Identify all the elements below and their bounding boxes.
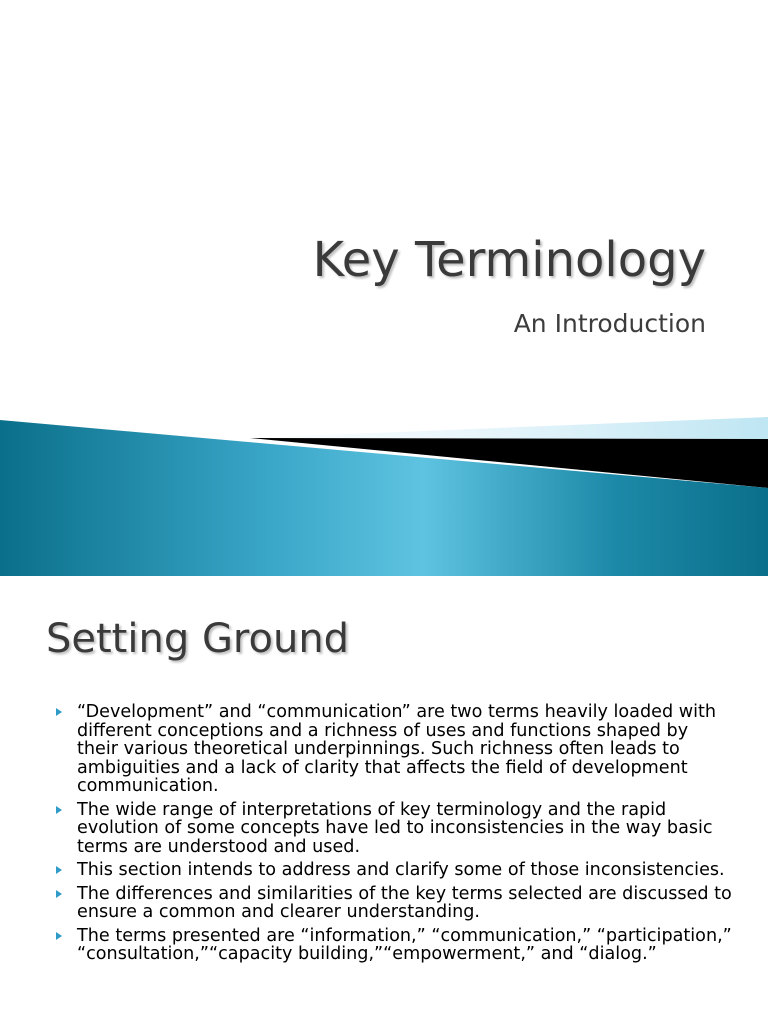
bullet-item	[54, 885, 734, 922]
bullet-item	[54, 927, 734, 964]
triangle-bullet-icon	[56, 806, 62, 814]
slide-heading: Setting Ground	[46, 616, 350, 662]
decorative-band	[0, 412, 768, 576]
bullet-item	[54, 861, 734, 880]
triangle-bullet-icon	[56, 708, 62, 716]
bullet-text: This section intends to address and clarify some of those inconsistencies.	[77, 860, 725, 880]
triangle-bullet-icon	[56, 890, 62, 898]
triangle-bullet-icon	[56, 932, 62, 940]
band-light-strip	[250, 417, 768, 439]
bullet-text: “Development” and “communication” are two terms heavily loaded with different conceptions and a richness of uses and functions shaped by their various theoretical underpinnings. Such richness often leads to ambiguities and a lack of clarity that affects the field of development communication.	[77, 702, 717, 796]
slide-subtitle: An Introduction	[513, 309, 706, 338]
bullet-text: The terms presented are “information,” “communication,” “participation,” “consultation,”“capacity building,”“empowerment,” and “dialog.”	[77, 925, 732, 964]
bullet-list	[54, 703, 734, 969]
triangle-bullet-icon	[56, 866, 62, 874]
slide-title: Key Terminology	[312, 232, 706, 288]
bullet-text: The differences and similarities of the key terms selected are discussed to ensure a common and clearer understanding.	[77, 883, 732, 922]
bullet-item	[54, 703, 734, 796]
content-slide	[0, 576, 768, 1024]
bullet-item	[54, 801, 734, 857]
bullet-text: The wide range of interpretations of key terminology and the rapid evolution of some concepts have led to inconsistencies in the way basic terms are understood and used.	[77, 799, 713, 857]
